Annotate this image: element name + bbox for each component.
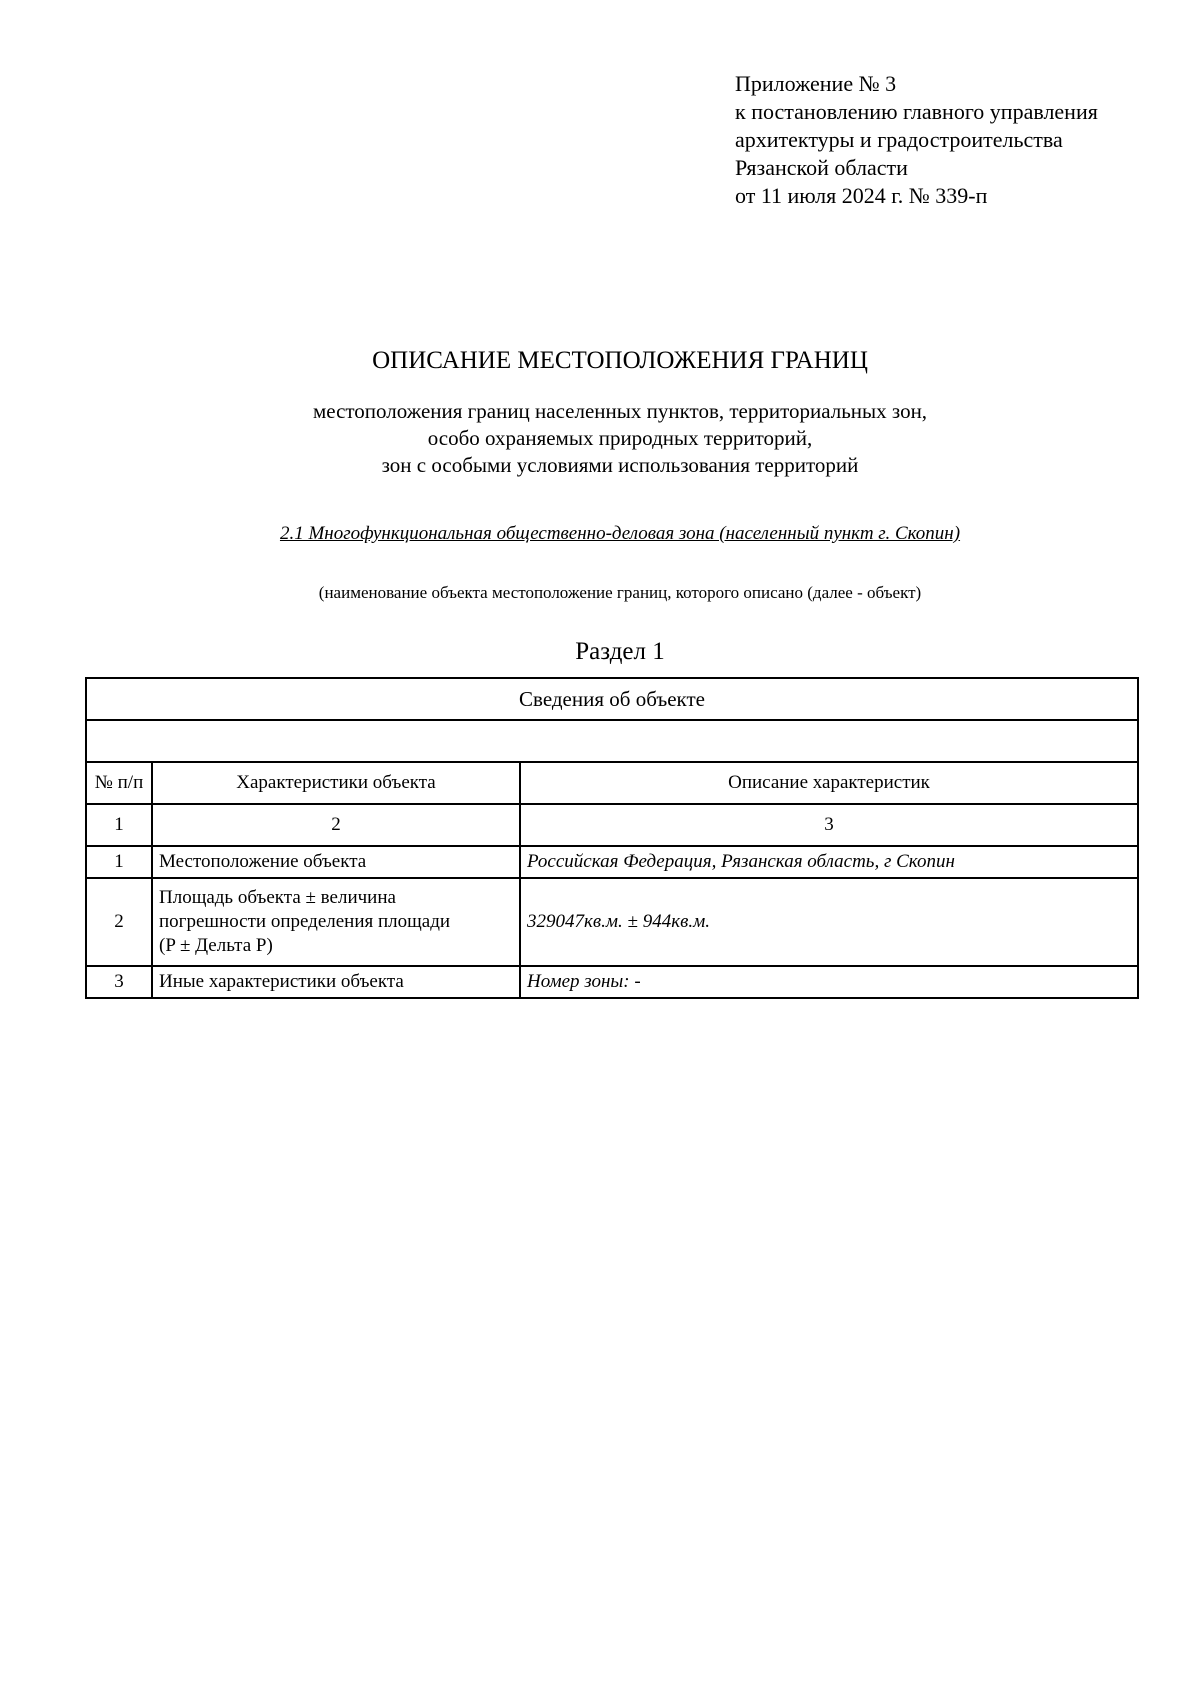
document-subtitle [0, 398, 1200, 479]
header-description: Описание характеристик [520, 762, 1138, 804]
header-characteristic: Характеристики объекта [152, 762, 520, 804]
row-num: 2 [86, 878, 152, 966]
table-title: Сведения об объекте [86, 678, 1138, 720]
column-number-row [86, 804, 1138, 846]
object-caption: (наименование объекта местоположение границ, которого описано (далее - объект) [318, 583, 922, 602]
table-empty-row [86, 720, 1138, 762]
appendix-line: Рязанской области [735, 155, 908, 180]
row-description: Российская Федерация, Рязанская область, г Скопин [520, 846, 1138, 878]
table-row [86, 878, 1138, 966]
document-title: ОПИСАНИЕ МЕСТОПОЛОЖЕНИЯ ГРАНИЦ [372, 347, 868, 374]
row-num: 3 [86, 966, 152, 998]
row-characteristic: Местоположение объекта [152, 846, 520, 878]
appendix-header [735, 70, 1098, 210]
appendix-line: к постановлению главного управления [735, 99, 1098, 124]
row-characteristic [152, 878, 520, 966]
row-num: 1 [86, 846, 152, 878]
appendix-line: архитектуры и градостроительства [735, 127, 1063, 152]
object-info-table [85, 677, 1139, 999]
characteristic-line: погрешности определения площади [159, 911, 451, 932]
subtitle-line: особо охраняемых природных территорий, [427, 426, 813, 450]
characteristic-line: Площадь объекта ± величина [159, 887, 396, 908]
table-header-row [86, 762, 1138, 804]
column-number: 3 [520, 804, 1138, 846]
subtitle-line: местоположения границ населенных пунктов, территориальных зон, [312, 399, 928, 423]
table-title-row [86, 678, 1138, 720]
characteristic-line: (P ± Дельта P) [159, 935, 273, 956]
table-row [86, 966, 1138, 998]
empty-cell [86, 720, 1138, 762]
appendix-line: Приложение № 3 [735, 71, 897, 96]
table-row [86, 846, 1138, 878]
header-num: № п/п [86, 762, 152, 804]
row-characteristic: Иные характеристики объекта [152, 966, 520, 998]
column-number: 1 [86, 804, 152, 846]
object-name: 2.1 Многофункциональная общественно-деловая зона (населенный пункт г. Скопин) [279, 523, 961, 544]
row-description: 329047кв.м. ± 944кв.м. [520, 878, 1138, 966]
appendix-line: от 11 июля 2024 г. № 339-п [735, 183, 988, 208]
section-title: Раздел 1 [575, 638, 665, 665]
column-number: 2 [152, 804, 520, 846]
row-description: Номер зоны: - [520, 966, 1138, 998]
subtitle-line: зон с особыми условиями использования территорий [381, 453, 859, 477]
